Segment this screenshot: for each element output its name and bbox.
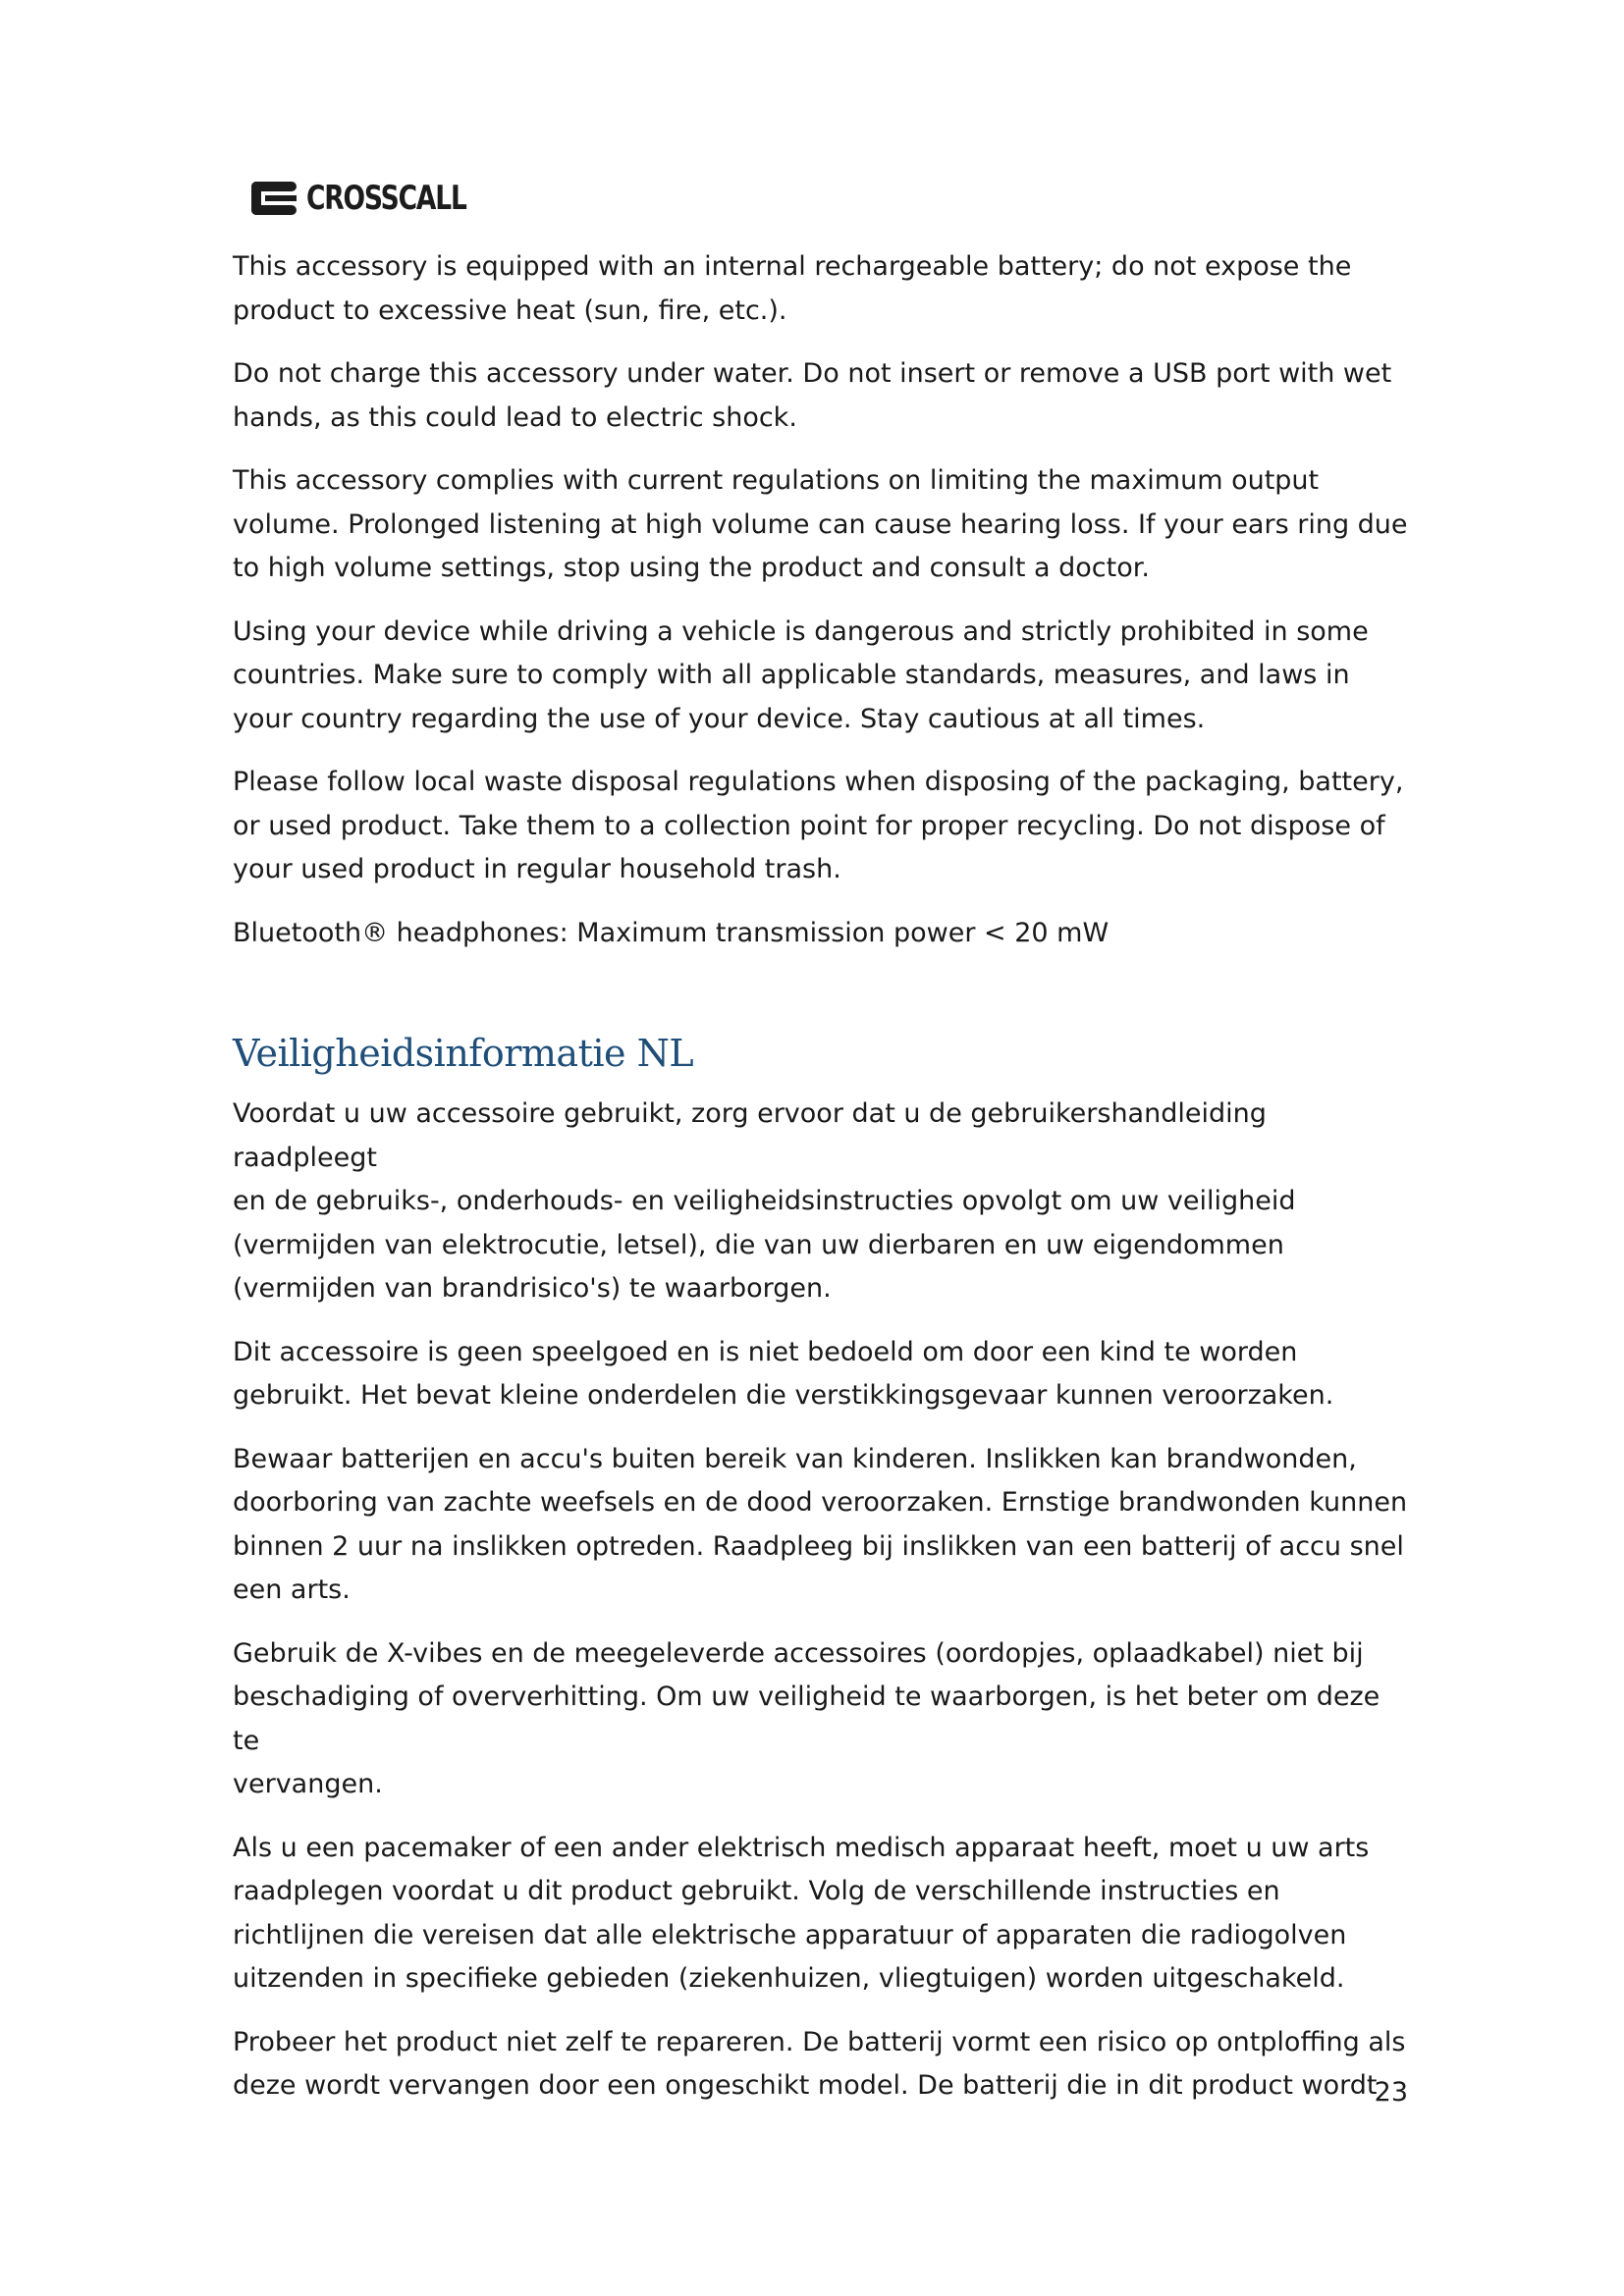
paragraph-nl-batteries: Bewaar batterijen en accu's buiten bereik van kinderen. Inslikken kan brandwonden, doorboring van zachte weefsels en de dood veroorzaken. Ernstige brandwonden kunnen binnen 2 uur na inslikken optreden. Raadpleeg bij inslikken van een batterij of accu snel een arts. [233,1443,1408,1605]
paragraph-bluetooth-power: Bluetooth® headphones: Maximum transmission power < 20 mW [233,917,1110,948]
paragraph-waste-disposal: Please follow local waste disposal regulations when disposing of the packaging, battery, or used product. Take them to a collection point for proper recycling. Do not dispose of your used product in regular household trash. [233,767,1404,884]
paragraph-nl-usage: Voordat u uw accessoire gebruikt, zorg ervoor dat u de gebruikershandleiding raadpleegt en de gebruiks-, onderhouds- en veiligheidsinstructies opvolgt om uw veiligheid (vermijden van elektrocutie, letsel), die van uw dierbaren en uw eigendommen (vermijden van brandrisico's) te waarborgen. [233,1098,1296,1304]
crosscall-logo-icon [251,182,297,215]
paragraph-nl-damage: Gebruik de X-vibes en de meegeleverde accessoires (oordopjes, oplaadkabel) niet bij beschadiging of oververhitting. Om uw veiligheid te waarborgen, is het beter om deze te vervangen. [233,1637,1380,1799]
paragraph-nl-pacemaker: Als u een pacemaker of een ander elektrisch medisch apparaat heeft, moet u uw arts raadplegen voordat u dit product gebruikt. Volg de verschillende instructies en richtlijnen die vereisen dat alle elektrische apparatuur of apparaten die radiogolven uitzenden in specifieke gebieden (ziekenhuizen, vliegtuigen) worden uitgeschakeld. [233,1832,1370,1994]
paragraph-output-volume: This accessory complies with current regulations on limiting the maximum output volume. Prolonged listening at high volume can cause hearing loss. If your ears ring due to high volume settings, stop using the product and consult a doctor. [233,465,1408,583]
page-number: 23 [1374,2077,1408,2108]
paragraph-battery-heat: This accessory is equipped with an internal rechargeable battery; do not expose the product to excessive heat (sun, fire, etc.). [233,251,1352,326]
paragraph-nl-not-a-toy: Dit accessoire is geen speelgoed en is niet bedoeld om door een kind te worden gebruikt. Het bevat kleine onderdelen die verstikkingsgevaar kunnen veroorzaken. [233,1336,1334,1411]
section-heading-nl: Veiligheidsinformatie NL [233,1032,694,1075]
main-content [233,245,1411,2128]
brand-name: CROSSCALL [306,179,466,218]
brand-logo [251,179,512,218]
paragraph-nl-repair: Probeer het product niet zelf te repareren. De batterij vormt een risico op ontploffing als deze wordt vervangen door een ongeschikt model. De batterij die in dit product wordt [233,2026,1406,2101]
paragraph-driving: Using your device while driving a vehicle is dangerous and strictly prohibited in some countries. Make sure to comply with all applicable standards, measures, and laws in your country regarding the use of your device. Stay cautious at all times. [233,615,1369,734]
paragraph-charging-water: Do not charge this accessory under water. Do not insert or remove a USB port with wet hands, as this could lead to electric shock. [233,358,1392,433]
